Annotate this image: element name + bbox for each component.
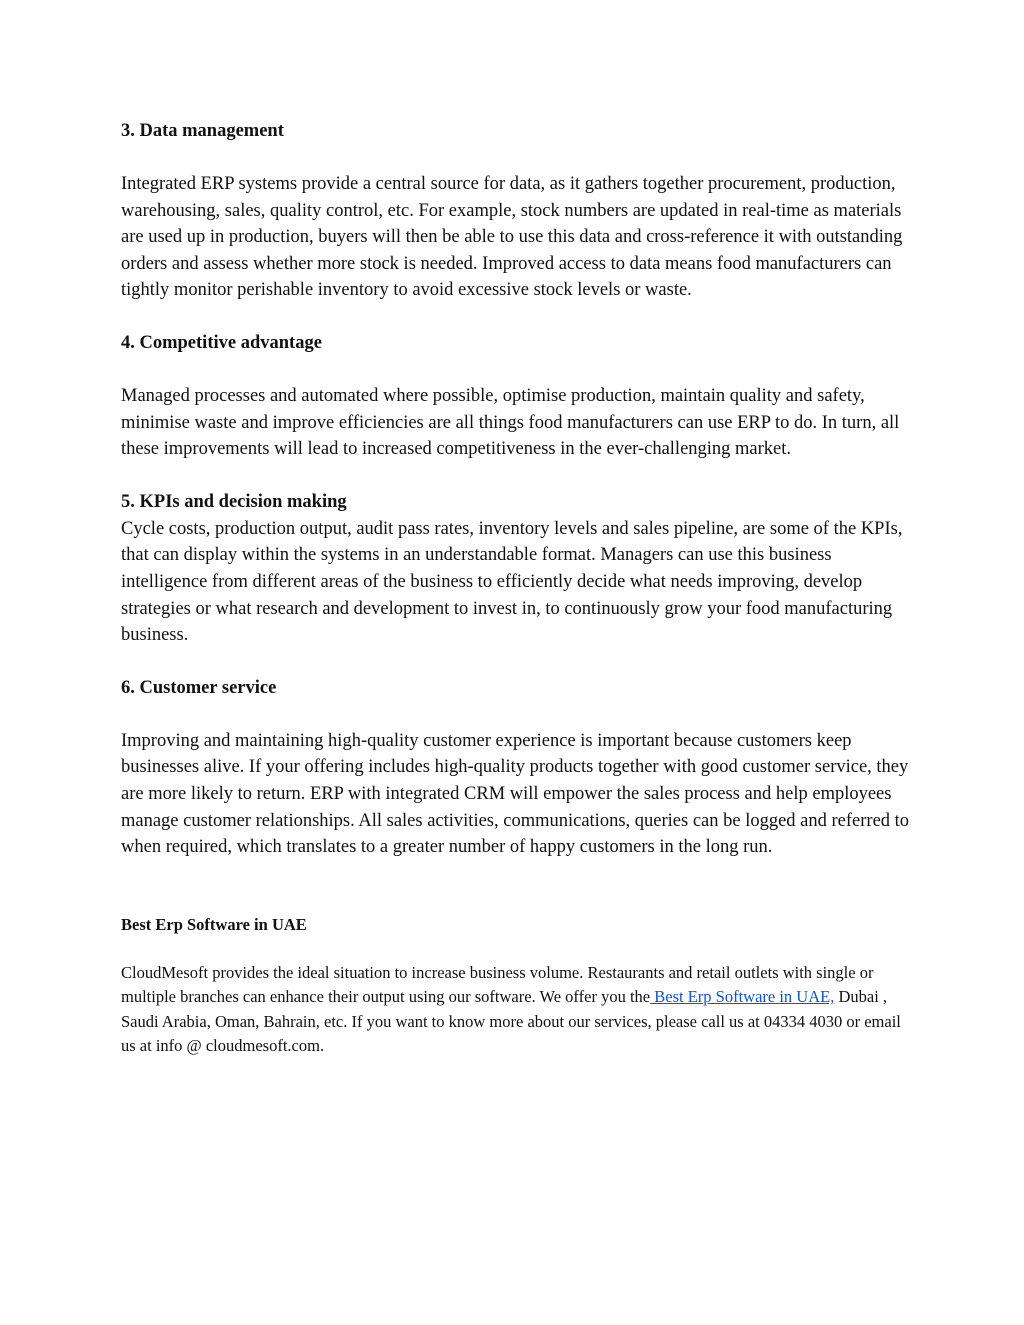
section-body-competitive-advantage: Managed processes and automated where possible, optimise production, maintain quality and safety, minimise waste and improve efficiencies are all things food manufacturers can use ERP to do. In turn, all these improvements will lead to increased competitiveness in the ever-challenging market. <box>121 385 900 460</box>
section-heading-competitive-advantage: 4. Competitive advantage <box>121 332 322 353</box>
footer-paragraph <box>121 961 911 1059</box>
best-erp-software-link[interactable]: Best Erp Software in UAE, <box>650 987 835 1007</box>
footer-heading: Best Erp Software in UAE <box>121 914 307 934</box>
section-body-kpis: Cycle costs, production output, audit pass rates, inventory levels and sales pipeline, are some of the KPIs, that can display within the systems in an understandable format. Managers can use this business intelligence from different areas of the business to efficiently decide what needs improving, develop strategies or what research and development to invest in, to continuously grow your food manufacturing business. <box>121 518 903 646</box>
footer-text-before-link: CloudMesoft provides the ideal situation to increase business volume. Restaurants and retail outlets with single or multiple branches can enhance their output using our software. We offer you the <box>121 962 874 1007</box>
section-heading-data-management: 3. Data management <box>121 121 284 141</box>
section-heading-kpis: 5. KPIs and decision making <box>121 491 347 512</box>
section-body-data-management: Integrated ERP systems provide a central source for data, as it gathers together procurement, production, warehousing, sales, quality control, etc. For example, stock numbers are updated in real-time as materials are used up in production, buyers will then be able to use this data and cross-reference it with outstanding orders and assess whether more stock is needed. Improved access to data means food manufacturers can tightly monitor perishable inventory to avoid excessive stock levels or waste. <box>121 174 903 301</box>
section-heading-customer-service: 6. Customer service <box>121 677 277 698</box>
section-body-customer-service: Improving and maintaining high-quality customer experience is important because customers keep businesses alive. If your offering includes high-quality products together with good customer service, they are more likely to return. ERP with integrated CRM will empower the sales process and help employees manage customer relationships. All sales activities, communications, queries can be logged and referred to when required, which translates to a greater number of happy customers in the long run. <box>121 730 910 858</box>
document-page <box>121 118 911 1058</box>
footer-text-after-link: Dubai , Saudi Arabia, Oman, Bahrain, etc. If you want to know more about our services, please call us at 04334 4030 or email us at info @ cloudmesoft.com. <box>121 987 901 1055</box>
